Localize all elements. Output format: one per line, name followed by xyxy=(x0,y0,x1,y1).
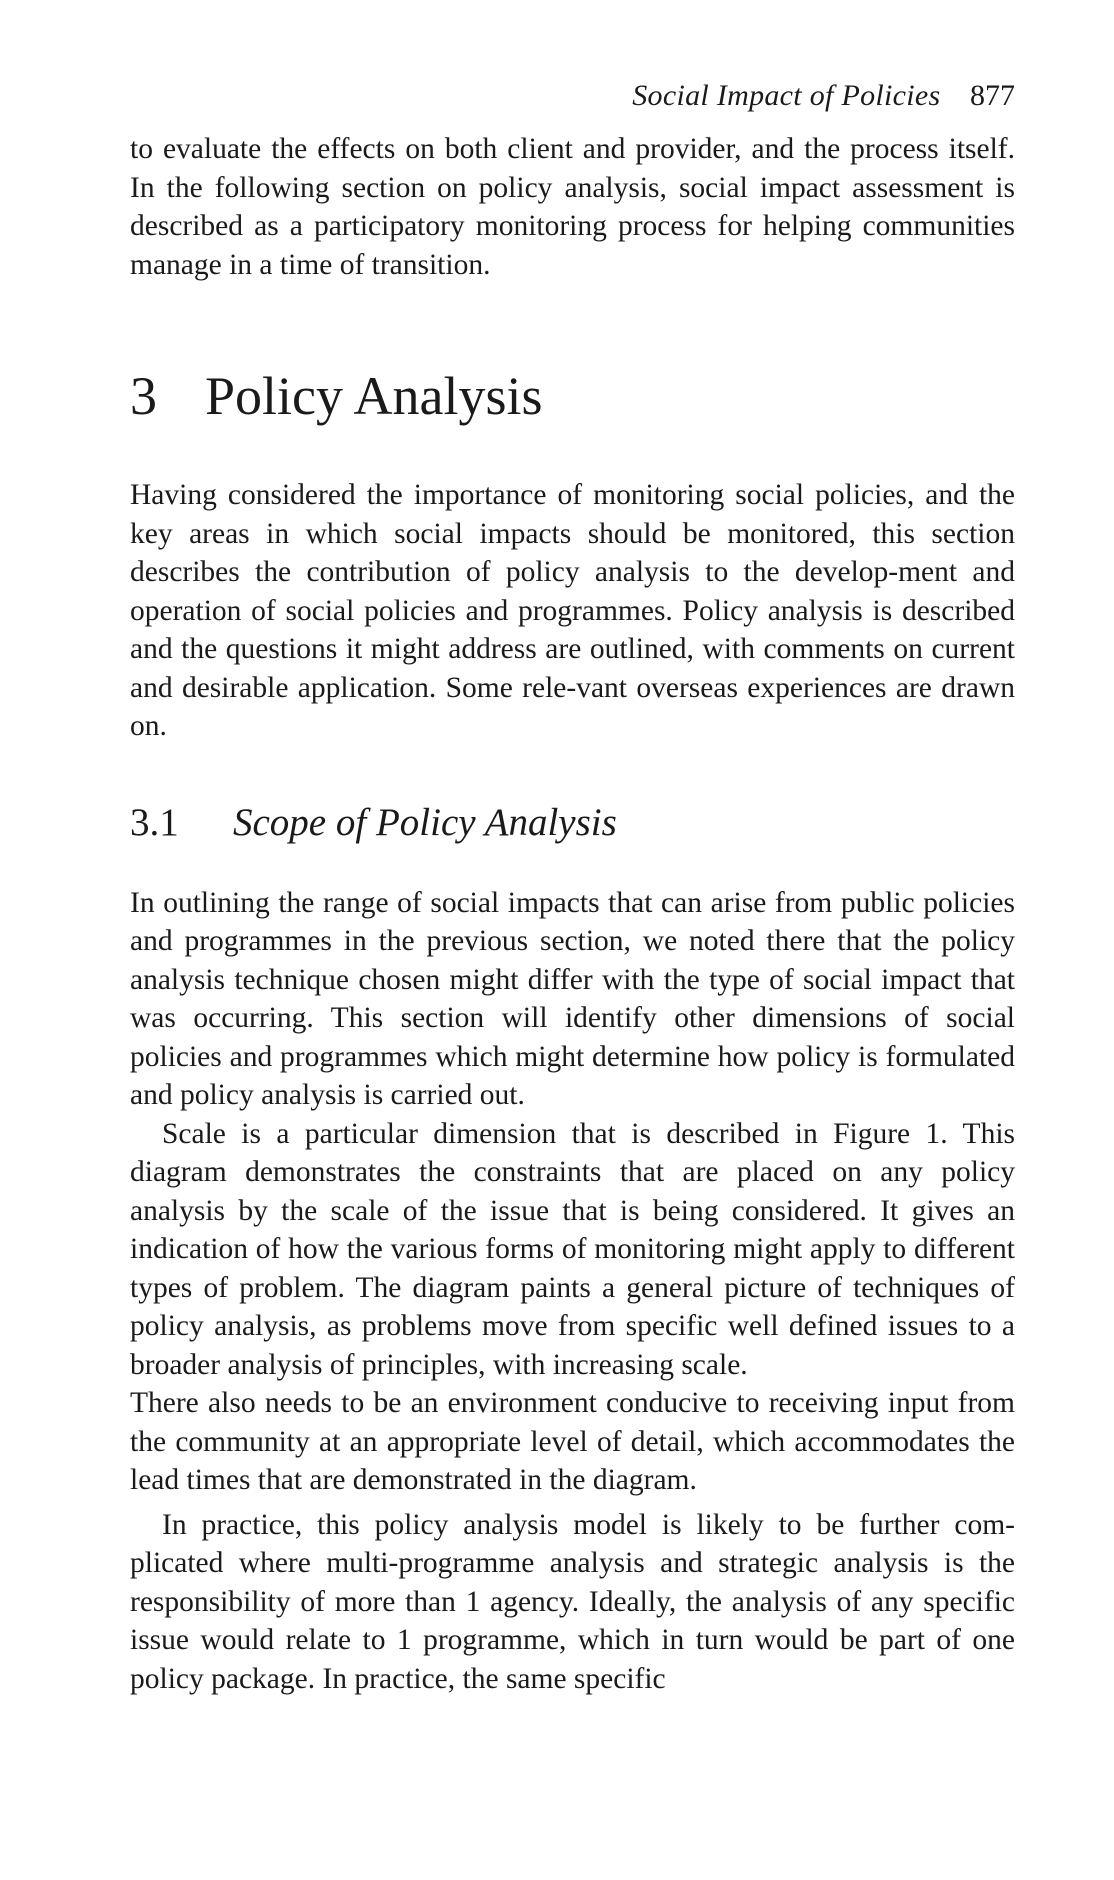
section-paragraph: Having considered the importance of monitoring social policies, and the key areas in which social impacts should be monitored, this section describes the contribution of policy analysis to the develop-ment and operation of social policies and programmes. Policy analysis is described and the questions it might address are outlined, with comments on current and desirable application. Some rele-vant overseas experiences are drawn on. xyxy=(130,479,1015,742)
running-head-title: Social Impact of Policies xyxy=(632,79,941,112)
subsection-heading xyxy=(130,800,1015,846)
body-paragraph-1: In outlining the range of social impacts that can arise from public policies and programmes in the previous section, we noted there that the policy analysis technique chosen might differ with the type of social impact that was occurring. This section will identify other dimensions of social policies and programmes which might determine how policy is formulated and policy analysis is carried out. xyxy=(130,886,1015,1111)
section-number: 3 xyxy=(130,366,157,426)
intro-paragraph: to evaluate the effects on both client and provider, and the process itself. In the following section on policy analysis, social impact assessment is described as a participatory monitoring process for helping communities manage in a time of transition. xyxy=(130,133,1015,281)
subsection-title: Scope of Policy Analysis xyxy=(233,800,617,844)
section-title: Policy Analysis xyxy=(205,366,543,426)
body-paragraph-3: There also needs to be an environment conducive to receiving input from the community at an appropriate level of detail, which accommodates the lead times that are demonstrated in the diagram. xyxy=(130,1387,1015,1496)
body-paragraph-2: Scale is a particular dimension that is described in Figure 1. This diagram demonstrates the constraints that are placed on any policy analysis by the scale of the issue that is being considered. It gives an indication of how the various forms of monitoring might apply to different types of problem. The diagram paints a general picture of techniques of policy analysis, as problems move from specific well defined issues to a broader analysis of principles, with increasing scale. xyxy=(130,1117,1015,1381)
book-page xyxy=(130,78,1015,1698)
running-head xyxy=(130,78,1015,114)
page-number: 877 xyxy=(970,79,1015,112)
body-paragraph-4: In practice, this policy analysis model is likely to be further com-plicated where multi-programme analysis and strategic analysis is the responsibility of more than 1 agency. Ideally, the analysis of any specific issue would relate to 1 programme, which in turn would be part of one policy package. In practice, the same specific xyxy=(130,1508,1015,1695)
subsection-number: 3.1 xyxy=(130,800,179,844)
section-heading xyxy=(130,366,1015,426)
